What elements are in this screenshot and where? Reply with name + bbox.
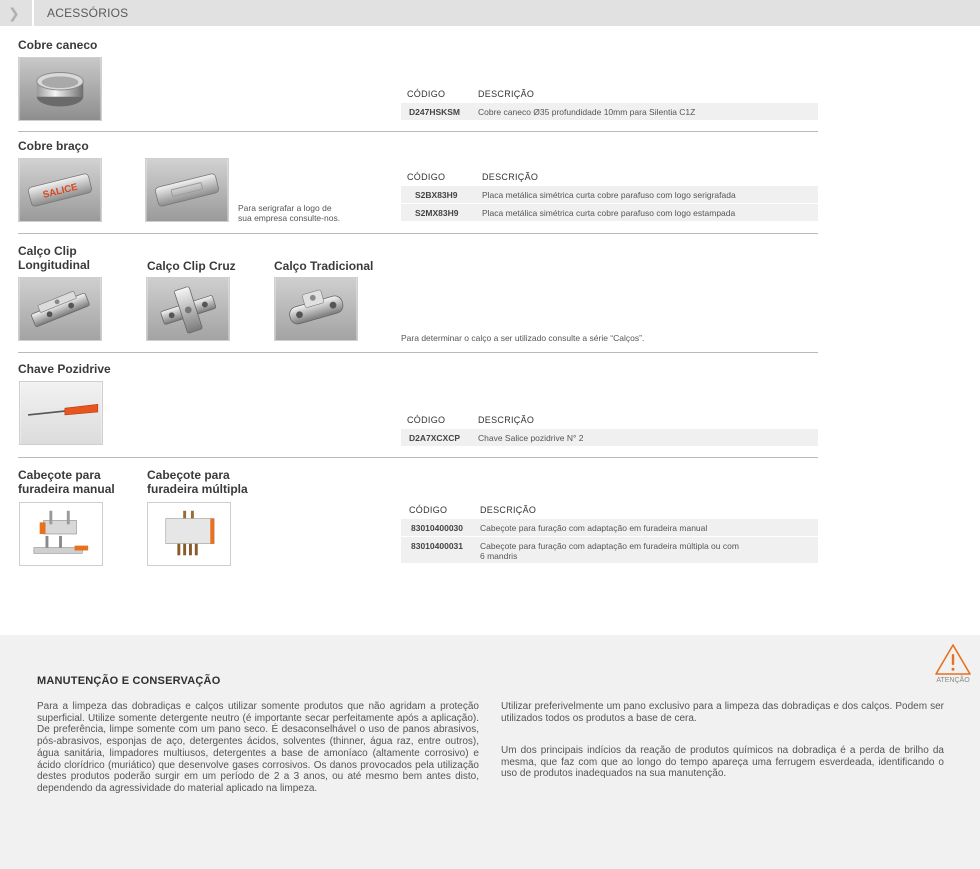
table-row <box>401 103 818 120</box>
section-divider <box>18 233 818 234</box>
product-code: S2BX83H9 <box>415 190 458 200</box>
section-divider <box>18 131 818 132</box>
product-description: Placa metálica simétrica curta cobre parafuso com logo serigrafada <box>482 190 736 200</box>
code-column-header: CÓDIGO <box>407 89 446 99</box>
product-description: Cabeçote para furação com adaptação em furadeira manual <box>480 523 708 533</box>
section-title-cabecote-manual <box>18 468 115 496</box>
section-header-bar <box>0 0 980 26</box>
warning-label: ATENÇÃO <box>936 677 970 684</box>
product-code: 83010400030 <box>411 523 464 533</box>
serigrafia-note <box>238 203 340 223</box>
table-row <box>401 519 818 536</box>
table-header <box>401 503 818 519</box>
cabecote-multipla-photo <box>147 502 231 566</box>
description-line: 6 mandris <box>480 551 518 561</box>
section-title-cabecote-multipla <box>147 468 248 496</box>
title-line: furadeira múltipla <box>147 482 248 496</box>
description-column-header: DESCRIÇÃO <box>482 172 539 182</box>
section-divider <box>18 352 818 353</box>
title-line: furadeira manual <box>18 482 115 496</box>
section-title-calco-clip-cruz: Calço Clip Cruz <box>147 259 236 273</box>
cabecote-manual-photo <box>19 502 103 566</box>
maintenance-left-paragraph: Para a limpeza das dobradiças e calços utilizar somente produtos que não agridam a proteção superficial. Utilize somente detergente neutro (é importante secar perfeitamente após a aplicação). De preferência, limpe somente com um pano seco. É desaconselhável o uso de panos abrasivos, pós-abrasivos, esponjas de aço, detergentes ácidos, solventes (thinner, água raz, entre outros), água sanitária, limpadores multiusos, detergentes a base de amoníaco (altamente corrosivo) e ácido clorídrico (muriático) que desenvolve gases corrosivos. Os danos provocados pela utilização destes produtos poderão surgir em um período de 2 a 3 anos, ou até mesmo bem antes disto, dependendo da agressividade do material aplicado na limpeza. <box>37 701 479 794</box>
title-line: Cabeçote para <box>18 468 101 482</box>
product-code: 83010400031 <box>411 541 464 551</box>
page-title: ACESSÓRIOS <box>47 6 129 20</box>
product-code: D247HSKSM <box>409 107 461 117</box>
maintenance-right-paragraph-2: Um dos principais indícios da reação de produtos químicos na dobradiça é a perda de brilho da mesma, que faz com que ao longo do tempo apareça uma ferrugem esverdeada, identificando o uso de produtos inadequados na sua manutenção. <box>501 745 944 780</box>
section-title-chave-pozidrive: Chave Pozidrive <box>18 362 111 376</box>
calco-clip-cruz-photo <box>146 277 230 341</box>
section-title-cobre-caneco: Cobre caneco <box>18 38 98 52</box>
table-header <box>401 87 818 103</box>
warning-badge <box>932 641 974 684</box>
section-title-calco-tradicional: Calço Tradicional <box>274 259 374 273</box>
table-header <box>401 170 818 186</box>
cobre-caneco-table <box>401 87 818 121</box>
cobre-caneco-photo <box>18 57 102 121</box>
product-description: Cobre caneco Ø35 profundidade 10mm para Silentia C1Z <box>478 107 696 117</box>
chave-pozidrive-photo <box>19 381 103 445</box>
description-column-header: DESCRIÇÃO <box>480 505 537 515</box>
chave-table <box>401 413 818 447</box>
table-row <box>401 204 818 221</box>
description-column-header: DESCRIÇÃO <box>478 415 535 425</box>
maintenance-title: MANUTENÇÃO E CONSERVAÇÃO <box>37 675 221 687</box>
product-code: D2A7XCXCP <box>409 433 461 443</box>
section-title-calco-clip-longitudinal <box>18 244 90 272</box>
table-row <box>401 537 818 563</box>
cabecote-table <box>401 503 818 564</box>
cobre-braco-table <box>401 170 818 222</box>
salice-logo-text: SALICE <box>41 181 79 201</box>
product-description <box>480 541 739 561</box>
product-description: Chave Salice pozidrive N° 2 <box>478 433 584 443</box>
title-line: Calço Clip <box>18 244 77 258</box>
header-separator <box>32 0 34 26</box>
chevron-right-icon: ❯ <box>8 5 20 21</box>
table-row <box>401 429 818 446</box>
cobre-braco-estampada-photo <box>145 158 229 222</box>
calco-tradicional-photo <box>274 277 358 341</box>
code-column-header: CÓDIGO <box>407 172 446 182</box>
section-divider <box>18 457 818 458</box>
cobre-braco-serigrafada-photo <box>18 158 102 222</box>
description-line: Cabeçote para furação com adaptação em furadeira múltipla ou com <box>480 541 739 551</box>
code-column-header: CÓDIGO <box>409 505 448 515</box>
description-column-header: DESCRIÇÃO <box>478 89 535 99</box>
calco-clip-longitudinal-photo <box>18 277 102 341</box>
calcos-note: Para determinar o calço a ser utilizado consulte a série “Calços”. <box>401 333 645 343</box>
maintenance-section <box>0 635 980 869</box>
table-row <box>401 186 818 203</box>
serigrafia-note-line: sua empresa consulte-nos. <box>238 213 341 223</box>
warning-icon <box>932 641 974 677</box>
title-line: Longitudinal <box>18 258 90 272</box>
product-code: S2MX83H9 <box>415 208 459 218</box>
code-column-header: CÓDIGO <box>407 415 446 425</box>
table-header <box>401 413 818 429</box>
serigrafia-note-line: Para serigrafar a logo de <box>238 203 332 213</box>
maintenance-right-paragraph-1: Utilizar preferivelmente um pano exclusivo para a limpeza das dobradiças e dos calços. Podem ser utilizados todos os produtos a base de cera. <box>501 701 944 724</box>
section-title-cobre-braco: Cobre braço <box>18 139 89 153</box>
title-line: Cabeçote para <box>147 468 230 482</box>
product-description: Placa metálica simétrica curta cobre parafuso com logo estampada <box>482 208 736 218</box>
